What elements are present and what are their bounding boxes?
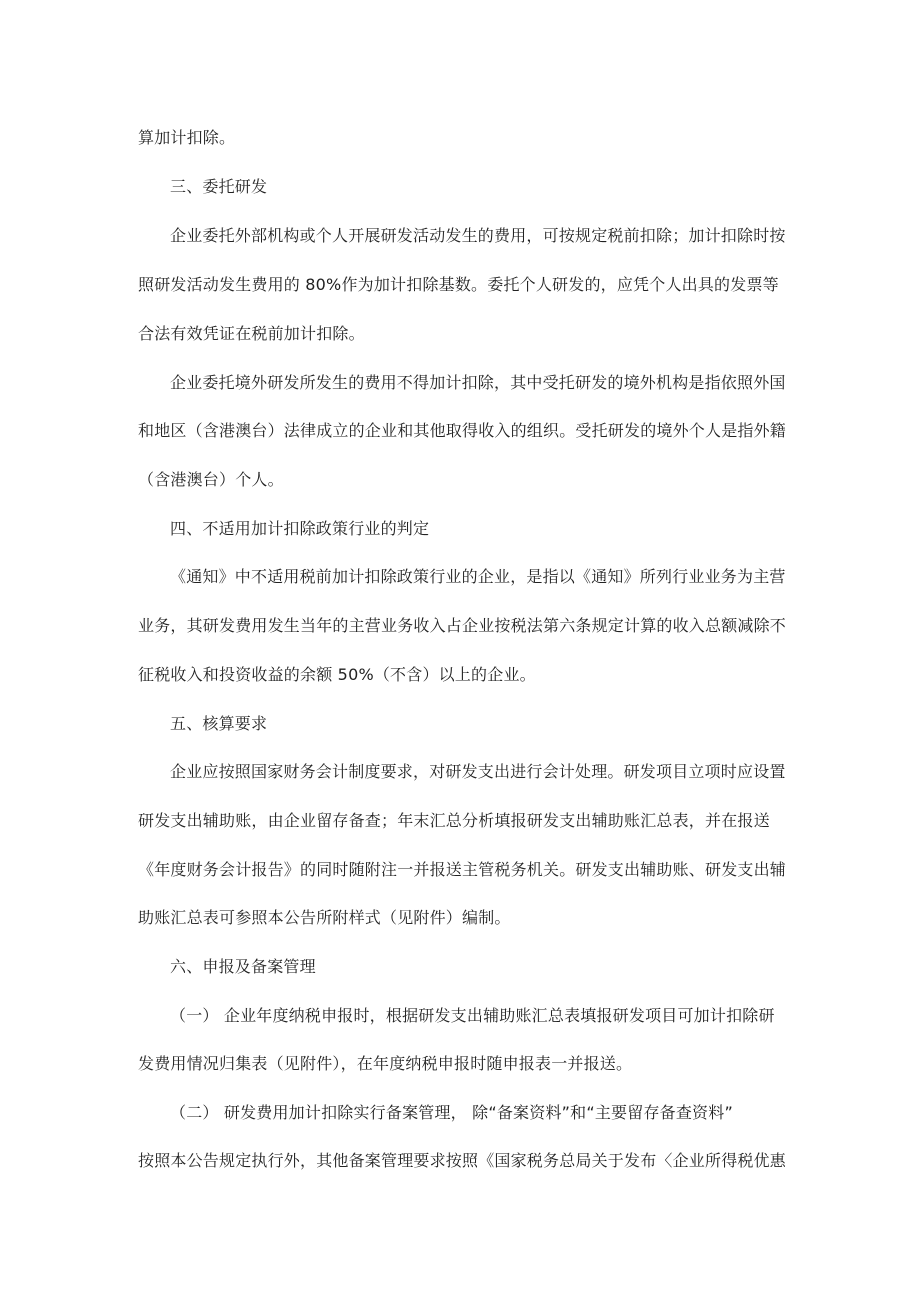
paragraph-line: 算加计扣除。 [138, 128, 236, 147]
paragraph-line: 《通知》中不适用税前加计扣除政策行业的企业，是指以《通知》所列行业业务为主营 [170, 567, 786, 586]
paragraph-line: 《年度财务会计报告》的同时随附注一并报送主管税务机关。研发支出辅助账、研发支出辅 [138, 860, 787, 879]
paragraph-line: 助账汇总表可参照本公告所附样式（见附件）编制。 [138, 908, 511, 927]
paragraph-line: 照研发活动发生费用的 80%作为加计扣除基数。委托个人研发的，应凭个人出具的发票等 [138, 275, 779, 294]
paragraph-line: （二） 研发费用加计扣除实行备案管理， 除“备案资料”和“主要留存备查资料” [170, 1103, 733, 1122]
paragraph-line: 发费用情况归集表（见附件），在年度纳税申报时随申报表一并报送。 [138, 1054, 633, 1073]
paragraph-line: （含港澳台）个人。 [138, 470, 284, 489]
paragraph-line: 合法有效凭证在税前加计扣除。 [138, 324, 365, 343]
paragraph-line: （一） 企业年度纳税申报时，根据研发支出辅助账汇总表填报研发项目可加计扣除研 [170, 1006, 775, 1025]
section-heading-inapplicable-industries: 四、不适用加计扣除政策行业的判定 [170, 519, 430, 538]
section-heading-accounting-requirements: 五、核算要求 [170, 714, 268, 733]
section-heading-filing-management: 六、申报及备案管理 [170, 957, 316, 976]
paragraph-line: 业务，其研发费用发生当年的主营业务收入占企业按税法第六条规定计算的收入总额减除不 [138, 616, 787, 635]
paragraph-line: 企业应按照国家财务会计制度要求，对研发支出进行会计处理。研发项目立项时应设置 [170, 762, 786, 781]
paragraph-line: 和地区（含港澳台）法律成立的企业和其他取得收入的组织。受托研发的境外个人是指外籍 [138, 421, 787, 440]
paragraph-line: 研发支出辅助账，由企业留存备查；年末汇总分析填报研发支出辅助账汇总表，并在报送 [138, 811, 770, 830]
paragraph-line: 企业委托境外研发所发生的费用不得加计扣除，其中受托研发的境外机构是指依照外国 [170, 373, 786, 392]
paragraph-line: 企业委托外部机构或个人开展研发活动发生的费用，可按规定税前扣除；加计扣除时按 [170, 226, 786, 245]
section-heading-entrusted-rd: 三、委托研发 [170, 177, 268, 196]
paragraph-line: 按照本公告规定执行外，其他备案管理要求按照《国家税务总局关于发布〈企业所得税优惠 [138, 1151, 787, 1170]
paragraph-line: 征税收入和投资收益的余额 50%（不含）以上的企业。 [138, 665, 536, 684]
